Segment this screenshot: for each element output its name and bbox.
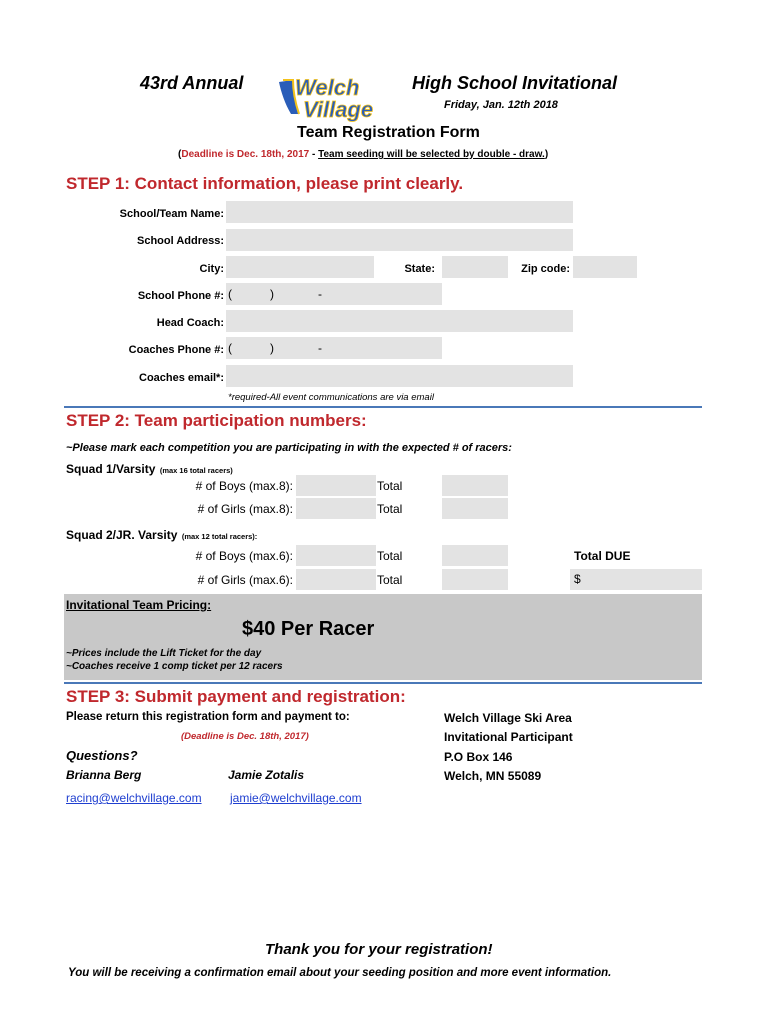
contact1-name: Brianna Berg	[66, 768, 142, 782]
squad2-header	[66, 526, 257, 544]
squad2-girls-label: # of Girls (max.6):	[197, 573, 293, 587]
contact2-name: Jamie Zotalis	[228, 768, 305, 782]
deadline-sep: -	[309, 149, 319, 160]
squad1-boys-field[interactable]	[296, 475, 376, 496]
contact1-email-link[interactable]: racing@welchvillage.com	[66, 791, 202, 805]
deadline-seeding-text: Team seeding will be selected by double - draw.	[318, 149, 545, 160]
zip-field[interactable]	[573, 256, 637, 278]
pricing-box	[64, 594, 702, 680]
squad1-boys-total-label: Total	[377, 479, 403, 493]
step3-deadline: (Deadline is Dec. 18th, 2017)	[181, 731, 309, 742]
questions-label: Questions?	[66, 748, 138, 763]
phone-dash: -	[318, 287, 322, 301]
contact2-email-link[interactable]: jamie@welchvillage.com	[230, 791, 362, 805]
step1-heading: STEP 1: Contact information, please print clearly.	[66, 174, 464, 193]
squad1-boys-total-field[interactable]	[442, 475, 508, 496]
form-title: Team Registration Form	[297, 124, 480, 141]
coach-phone-open-paren: (	[228, 341, 232, 355]
coaches-email-label: Coaches email*:	[139, 372, 224, 384]
city-field[interactable]	[226, 256, 374, 278]
address-line-3: P.O Box 146	[444, 750, 513, 764]
total-due-dollar: $	[574, 572, 581, 586]
school-phone-label: School Phone #:	[137, 290, 224, 302]
state-field[interactable]	[442, 256, 508, 278]
event-date: Friday, Jan. 12th 2018	[444, 99, 558, 111]
step2-instruction: ~Please mark each competition you are participating in with the expected # of racers:	[66, 442, 512, 454]
squad2-girls-field[interactable]	[296, 569, 376, 590]
step2-heading: STEP 2: Team participation numbers:	[66, 411, 367, 430]
deadline-red-text: Deadline is Dec. 18th, 2017	[181, 149, 310, 160]
confirmation-note: You will be receiving a confirmation email about your seeding position and more event information.	[68, 967, 612, 979]
head-coach-field[interactable]	[226, 310, 573, 332]
squad1-girls-label: # of Girls (max.8):	[197, 502, 293, 516]
coaches-phone-field[interactable]	[226, 337, 442, 359]
school-team-field[interactable]	[226, 201, 573, 223]
coaches-phone-label: Coaches Phone #:	[128, 344, 224, 356]
phone-close-paren: )	[270, 287, 274, 301]
logo-line1: Welch	[295, 75, 360, 100]
state-label: State:	[404, 263, 435, 275]
coach-phone-close-paren: )	[270, 341, 274, 355]
welch-village-logo	[275, 70, 395, 125]
coach-phone-dash: -	[318, 341, 322, 355]
squad1-title: Squad 1/Varsity	[66, 462, 156, 476]
logo-line2: Village	[303, 97, 374, 122]
address-line-2: Invitational Participant	[444, 730, 573, 744]
price-note-1: ~Prices include the Lift Ticket for the day	[66, 648, 262, 659]
price-note-2: ~Coaches receive 1 comp ticket per 12 racers	[66, 661, 283, 672]
return-instruction: Please return this registration form and payment to:	[66, 711, 350, 723]
email-note: *required-All event communications are via email	[228, 392, 434, 403]
deadline-line	[178, 149, 548, 160]
zip-label: Zip code:	[521, 263, 570, 275]
left-title: 43rd Annual	[140, 73, 244, 93]
address-line-4: Welch, MN 55089	[444, 769, 542, 783]
squad1-note: (max 16 total racers)	[159, 466, 233, 475]
squad1-boys-label: # of Boys (max.8):	[195, 479, 293, 493]
school-address-label: School Address:	[137, 235, 224, 247]
school-address-field[interactable]	[226, 229, 573, 251]
price-per-racer: $40 Per Racer	[242, 618, 375, 640]
squad2-girls-total-field[interactable]	[442, 569, 508, 590]
squad1-girls-total-field[interactable]	[442, 498, 508, 519]
right-title: High School Invitational	[412, 73, 618, 93]
city-label: City:	[199, 263, 224, 275]
pricing-title: Invitational Team Pricing:	[66, 598, 212, 612]
squad2-boys-total-field[interactable]	[442, 545, 508, 566]
squad1-girls-total-label: Total	[377, 502, 403, 516]
step3-heading: STEP 3: Submit payment and registration:	[66, 687, 406, 706]
school-team-label: School/Team Name:	[119, 208, 224, 220]
divider-step3	[64, 682, 702, 684]
squad2-girls-total-label: Total	[377, 573, 403, 587]
thank-you: Thank you for your registration!	[265, 941, 493, 958]
coaches-email-field[interactable]	[226, 365, 573, 387]
address-line-1: Welch Village Ski Area	[444, 711, 572, 725]
squad2-boys-label: # of Boys (max.6):	[195, 549, 293, 563]
deadline-close: )	[544, 149, 549, 160]
total-due-field[interactable]	[570, 569, 702, 590]
squad1-girls-field[interactable]	[296, 498, 376, 519]
squad2-boys-total-label: Total	[377, 549, 403, 563]
total-due-label: Total DUE	[574, 549, 631, 563]
squad2-note: (max 12 total racers):	[181, 532, 258, 541]
squad2-title: Squad 2/JR. Varsity	[66, 528, 178, 542]
school-phone-field[interactable]	[226, 283, 442, 305]
deadline-open: (	[178, 149, 182, 160]
squad1-header	[66, 460, 233, 478]
squad2-boys-field[interactable]	[296, 545, 376, 566]
phone-open-paren: (	[228, 287, 232, 301]
head-coach-label: Head Coach:	[156, 317, 224, 329]
divider-step2	[64, 406, 702, 408]
